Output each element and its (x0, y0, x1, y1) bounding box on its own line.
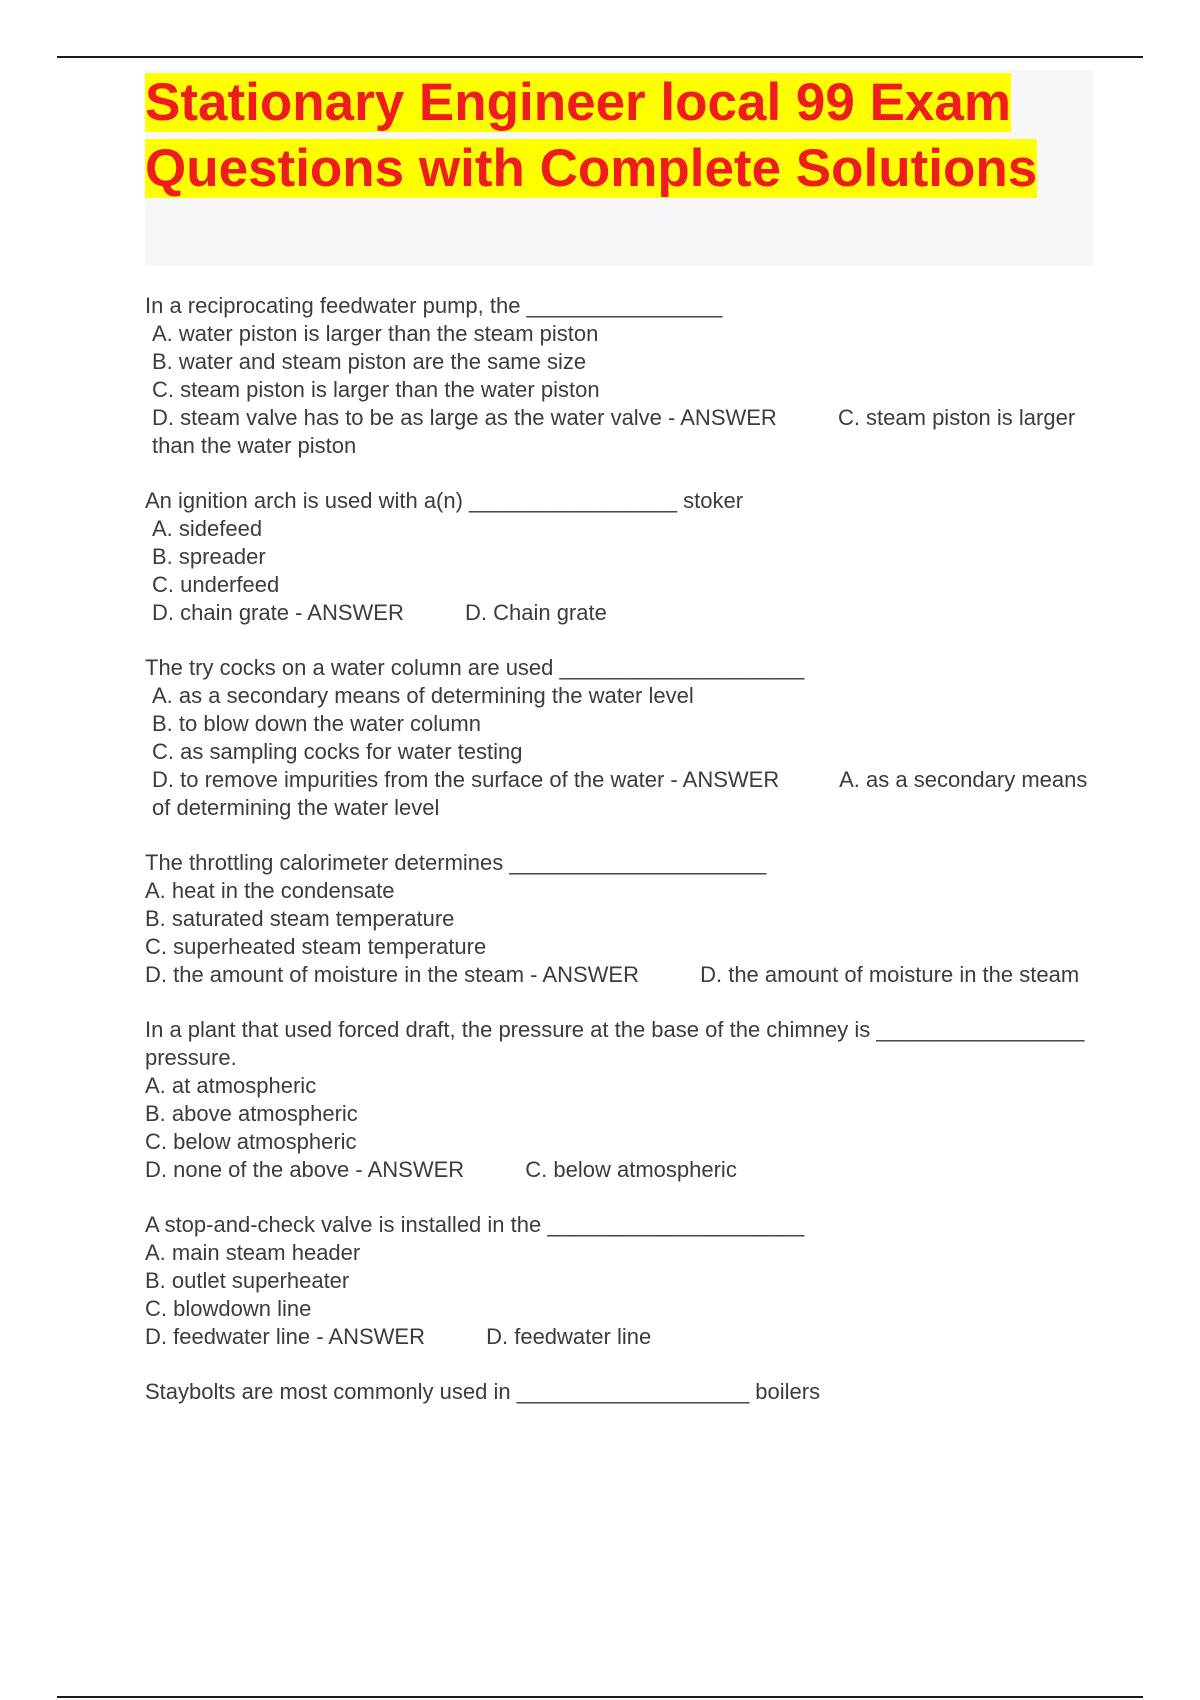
bottom-rule (57, 1696, 1143, 1698)
option-c: C. below atmospheric (145, 1129, 357, 1154)
question-stem: Staybolts are most commonly used in ___________________ boilers (145, 1379, 821, 1404)
option-c: C. superheated steam temperature (145, 934, 487, 959)
option-d-with-answer: D. to remove impurities from the surface of the water - ANSWER A. as a secondary means of determining the water level (152, 767, 1094, 820)
option-d-with-answer: D. chain grate - ANSWER D. Chain grate (152, 600, 607, 625)
option-c: C. steam piston is larger than the water piston (152, 377, 600, 402)
option-a: A. water piston is larger than the steam piston (152, 321, 599, 346)
option-c: C. underfeed (152, 572, 280, 597)
question-5 (145, 1016, 1093, 1184)
option-a: A. as a secondary means of determining the water level (152, 683, 694, 708)
option-d-with-answer: D. feedwater line - ANSWER D. feedwater line (145, 1324, 652, 1349)
option-c: C. as sampling cocks for water testing (152, 739, 523, 764)
document-page (145, 70, 1093, 1433)
question-stem: The try cocks on a water column are used ____________________ (145, 655, 805, 680)
option-c: C. blowdown line (145, 1296, 312, 1321)
question-stem: A stop-and-check valve is installed in the _____________________ (145, 1212, 805, 1237)
option-a: A. sidefeed (152, 516, 263, 541)
title-block (145, 70, 1093, 266)
question-2 (145, 487, 1093, 627)
option-d-with-answer: D. the amount of moisture in the steam - ANSWER D. the amount of moisture in the steam (145, 962, 1080, 987)
option-b: B. saturated steam temperature (145, 906, 455, 931)
option-a: A. main steam header (145, 1240, 361, 1265)
question-7 (145, 1378, 1093, 1406)
option-a: A. at atmospheric (145, 1073, 317, 1098)
question-6 (145, 1211, 1093, 1351)
option-b: B. spreader (152, 544, 266, 569)
question-4 (145, 849, 1093, 989)
question-stem: In a plant that used forced draft, the pressure at the base of the chimney is _________________ pressure. (145, 1017, 1091, 1070)
option-d-with-answer: D. steam valve has to be as large as the water valve - ANSWER C. steam piston is larger than the water piston (152, 405, 1082, 458)
question-stem: The throttling calorimeter determines _____________________ (145, 850, 767, 875)
question-1 (145, 292, 1093, 460)
option-b: B. above atmospheric (145, 1101, 358, 1126)
question-3 (145, 654, 1093, 822)
question-stem: In a reciprocating feedwater pump, the ________________ (145, 293, 723, 318)
option-b: B. water and steam piston are the same size (152, 349, 587, 374)
option-a: A. heat in the condensate (145, 878, 395, 903)
option-b: B. to blow down the water column (152, 711, 481, 736)
top-rule (57, 56, 1143, 58)
question-stem: An ignition arch is used with a(n) _________________ stoker (145, 488, 744, 513)
document-title: Stationary Engineer local 99 Exam Questions with Complete Solutions (145, 73, 1038, 198)
option-d-with-answer: D. none of the above - ANSWER C. below atmospheric (145, 1157, 737, 1182)
option-b: B. outlet superheater (145, 1268, 350, 1293)
